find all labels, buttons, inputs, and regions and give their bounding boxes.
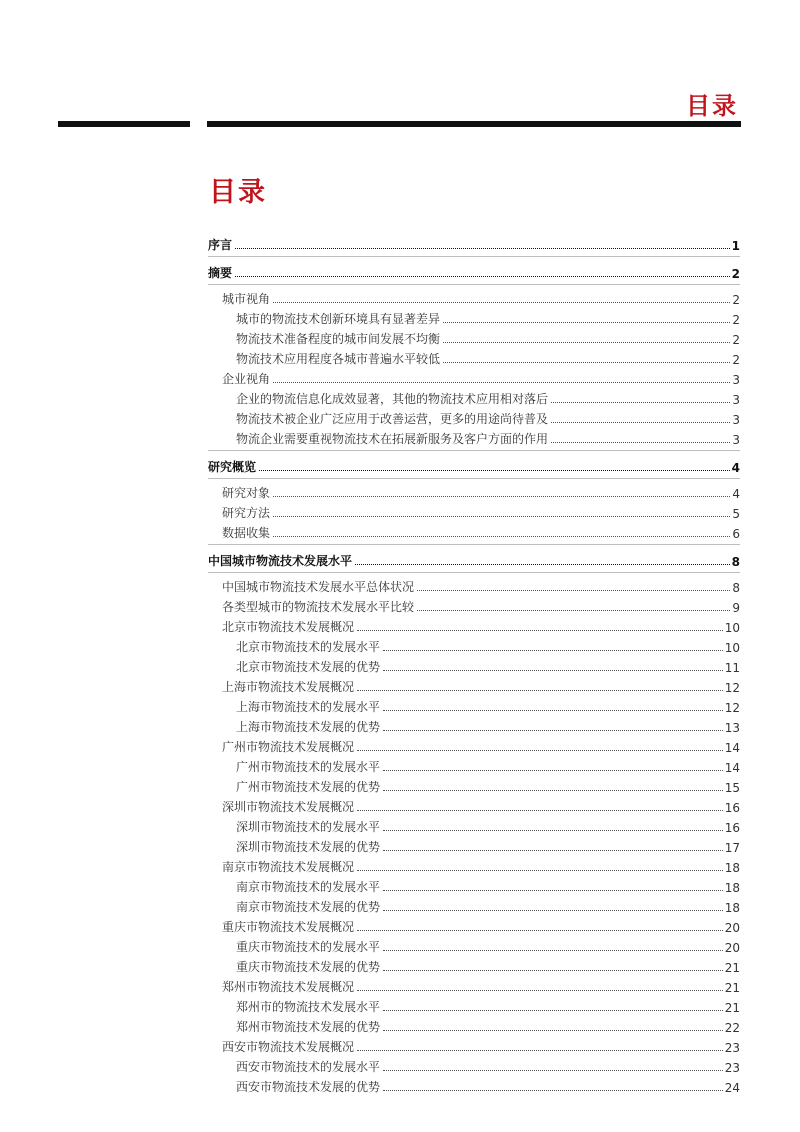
toc-leader-dots [357,930,723,931]
toc-leader-dots [443,322,730,323]
toc-entry[interactable] [208,815,740,835]
toc-entry-label: 中国城市物流技术发展水平 [208,554,353,568]
toc-entry-label: 城市的物流技术创新环境具有显著差异 [236,312,441,326]
toc-entry[interactable] [208,481,740,501]
toc-leader-dots [357,690,723,691]
toc-entry-page: 20 [724,921,740,935]
toc-entry-page: 10 [724,621,740,635]
toc-leader-dots [273,302,730,303]
toc-entry-page: 10 [724,641,740,655]
toc-entry-label: 重庆市物流技术发展概况 [222,920,355,934]
header-rule-right [207,121,741,127]
toc-leader-dots [235,276,730,277]
toc-entry[interactable] [208,895,740,915]
toc-entry-label: 摘要 [208,266,233,280]
toc-entry-label: 北京市物流技术的发展水平 [236,640,381,654]
toc-entry-label: 南京市物流技术的发展水平 [236,880,381,894]
toc-leader-dots [551,422,730,423]
toc-entry-page: 2 [732,313,740,327]
toc-entry[interactable] [208,547,740,569]
toc-leader-dots [259,470,730,471]
toc-entry[interactable] [208,1075,740,1095]
toc-entry[interactable] [208,695,740,715]
toc-leader-dots [383,1010,723,1011]
toc-entry-page: 4 [732,487,740,501]
toc-entry-page: 12 [724,701,740,715]
toc-entry-page: 12 [724,681,740,695]
toc-separator [208,544,740,545]
toc-leader-dots [357,750,723,751]
toc-entry[interactable] [208,1035,740,1055]
toc-entry[interactable] [208,915,740,935]
toc-entry-page: 16 [724,821,740,835]
toc-entry[interactable] [208,955,740,975]
toc-entry-page: 20 [724,941,740,955]
toc-leader-dots [357,990,723,991]
toc-entry-label: 城市视角 [222,292,271,306]
toc-entry[interactable] [208,655,740,675]
toc-separator [208,450,740,451]
toc-entry[interactable] [208,875,740,895]
toc-leader-dots [383,770,723,771]
toc-entry[interactable] [208,387,740,407]
toc-leader-dots [443,342,730,343]
toc-entry[interactable] [208,675,740,695]
toc-entry-label: 上海市物流技术发展概况 [222,680,355,694]
toc-entry-page: 18 [724,881,740,895]
toc-leader-dots [383,950,723,951]
toc-leader-dots [273,382,730,383]
toc-entry-label: 郑州市物流技术发展概况 [222,980,355,994]
toc-entry-page: 15 [724,781,740,795]
header-rule-left [58,121,190,127]
toc-leader-dots [383,910,723,911]
toc-entry-page: 8 [732,581,740,595]
toc-entry-page: 21 [724,981,740,995]
toc-leader-dots [417,590,730,591]
toc-entry-page: 3 [732,373,740,387]
toc-entry-label: 西安市物流技术发展的优势 [236,1080,381,1094]
toc-entry[interactable] [208,635,740,655]
toc-leader-dots [357,870,723,871]
toc-leader-dots [383,1090,723,1091]
toc-leader-dots [383,890,723,891]
toc-entry-label: 研究对象 [222,486,271,500]
toc-leader-dots [383,1070,723,1071]
toc-entry-label: 西安市物流技术的发展水平 [236,1060,381,1074]
toc-leader-dots [273,516,730,517]
toc-entry-page: 24 [724,1081,740,1095]
toc-leader-dots [357,630,723,631]
toc-entry-label: 各类型城市的物流技术发展水平比较 [222,600,415,614]
toc-entry-label: 西安市物流技术发展概况 [222,1040,355,1054]
toc-leader-dots [273,496,730,497]
toc-entry[interactable] [208,995,740,1015]
toc-leader-dots [383,670,723,671]
table-of-contents [208,231,740,1095]
toc-entry[interactable] [208,259,740,281]
toc-entry-label: 中国城市物流技术发展水平总体状况 [222,580,415,594]
toc-entry[interactable] [208,715,740,735]
toc-entry-label: 郑州市的物流技术发展水平 [236,1000,381,1014]
toc-leader-dots [383,1030,723,1031]
toc-entry-page: 17 [724,841,740,855]
toc-entry[interactable] [208,595,740,615]
toc-entry[interactable] [208,427,740,447]
toc-leader-dots [383,830,723,831]
toc-entry-page: 2 [731,267,740,281]
toc-entry-label: 郑州市物流技术发展的优势 [236,1020,381,1034]
toc-entry[interactable] [208,755,740,775]
toc-entry[interactable] [208,307,740,327]
toc-entry[interactable] [208,1055,740,1075]
toc-entry-page: 11 [724,661,740,675]
toc-entry-page: 16 [724,801,740,815]
toc-entry[interactable] [208,615,740,635]
toc-entry[interactable] [208,975,740,995]
toc-entry[interactable] [208,775,740,795]
toc-entry-label: 广州市物流技术的发展水平 [236,760,381,774]
toc-entry[interactable] [208,795,740,815]
toc-leader-dots [355,564,730,565]
toc-entry-label: 深圳市物流技术的发展水平 [236,820,381,834]
toc-entry-label: 南京市物流技术发展的优势 [236,900,381,914]
toc-entry-page: 22 [724,1021,740,1035]
toc-leader-dots [235,248,730,249]
toc-leader-dots [383,730,723,731]
toc-entry-page: 18 [724,861,740,875]
toc-entry-page: 23 [724,1041,740,1055]
toc-entry-page: 6 [732,527,740,541]
toc-leader-dots [551,402,730,403]
toc-entry-label: 南京市物流技术发展概况 [222,860,355,874]
toc-entry-page: 2 [732,293,740,307]
toc-entry-label: 研究方法 [222,506,271,520]
toc-separator [208,572,740,573]
toc-leader-dots [443,362,730,363]
toc-entry-label: 北京市物流技术发展的优势 [236,660,381,674]
toc-entry-page: 4 [731,461,740,475]
toc-entry[interactable] [208,935,740,955]
toc-entry-label: 物流技术准备程度的城市间发展不均衡 [236,332,441,346]
toc-entry-page: 2 [732,333,740,347]
toc-entry-page: 1 [731,239,740,253]
toc-entry[interactable] [208,287,740,307]
toc-entry-label: 广州市物流技术发展概况 [222,740,355,754]
toc-leader-dots [417,610,730,611]
toc-entry-label: 企业的物流信息化成效显著，其他的物流技术应用相对落后 [236,392,549,406]
toc-entry[interactable] [208,407,740,427]
toc-entry-label: 上海市物流技术发展的优势 [236,720,381,734]
toc-entry[interactable] [208,575,740,595]
toc-entry[interactable] [208,521,740,541]
toc-entry-label: 重庆市物流技术的发展水平 [236,940,381,954]
toc-entry-label: 物流技术应用程度各城市普遍水平较低 [236,352,441,366]
toc-entry-page: 3 [732,413,740,427]
toc-entry-label: 企业视角 [222,372,271,386]
toc-entry-page: 14 [724,761,740,775]
toc-separator [208,284,740,285]
toc-entry-label: 序言 [208,238,233,252]
toc-entry[interactable] [208,735,740,755]
toc-entry-page: 21 [724,1001,740,1015]
toc-entry-label: 北京市物流技术发展概况 [222,620,355,634]
toc-leader-dots [383,790,723,791]
toc-leader-dots [357,810,723,811]
toc-entry-label: 重庆市物流技术发展的优势 [236,960,381,974]
toc-entry-page: 23 [724,1061,740,1075]
toc-leader-dots [383,850,723,851]
toc-entry[interactable] [208,855,740,875]
toc-entry[interactable] [208,501,740,521]
toc-entry-label: 广州市物流技术发展的优势 [236,780,381,794]
toc-entry[interactable] [208,347,740,367]
header-title: 目录 [686,92,738,120]
toc-entry-label: 物流技术被企业广泛应用于改善运营，更多的用途尚待普及 [236,412,549,426]
page-title: 目录 [209,177,267,208]
toc-entry-page: 9 [732,601,740,615]
toc-separator [208,478,740,479]
toc-leader-dots [383,650,723,651]
toc-leader-dots [383,710,723,711]
toc-leader-dots [357,1050,723,1051]
toc-leader-dots [383,970,723,971]
toc-entry-label: 物流企业需要重视物流技术在拓展新服务及客户方面的作用 [236,432,549,446]
toc-entry-page: 21 [724,961,740,975]
toc-entry-label: 数据收集 [222,526,271,540]
toc-entry[interactable] [208,835,740,855]
toc-entry[interactable] [208,231,740,253]
toc-entry-page: 3 [732,433,740,447]
toc-entry-page: 5 [732,507,740,521]
toc-entry-page: 14 [724,741,740,755]
toc-leader-dots [551,442,730,443]
toc-entry-label: 研究概览 [208,460,257,474]
toc-entry[interactable] [208,453,740,475]
toc-entry-page: 3 [732,393,740,407]
toc-leader-dots [273,536,730,537]
toc-entry-label: 深圳市物流技术发展的优势 [236,840,381,854]
toc-entry[interactable] [208,327,740,347]
toc-entry-page: 18 [724,901,740,915]
toc-entry-label: 深圳市物流技术发展概况 [222,800,355,814]
toc-entry-page: 8 [731,555,740,569]
toc-entry[interactable] [208,367,740,387]
toc-entry-page: 13 [724,721,740,735]
toc-entry[interactable] [208,1015,740,1035]
toc-entry-label: 上海市物流技术的发展水平 [236,700,381,714]
toc-entry-page: 2 [732,353,740,367]
toc-separator [208,256,740,257]
